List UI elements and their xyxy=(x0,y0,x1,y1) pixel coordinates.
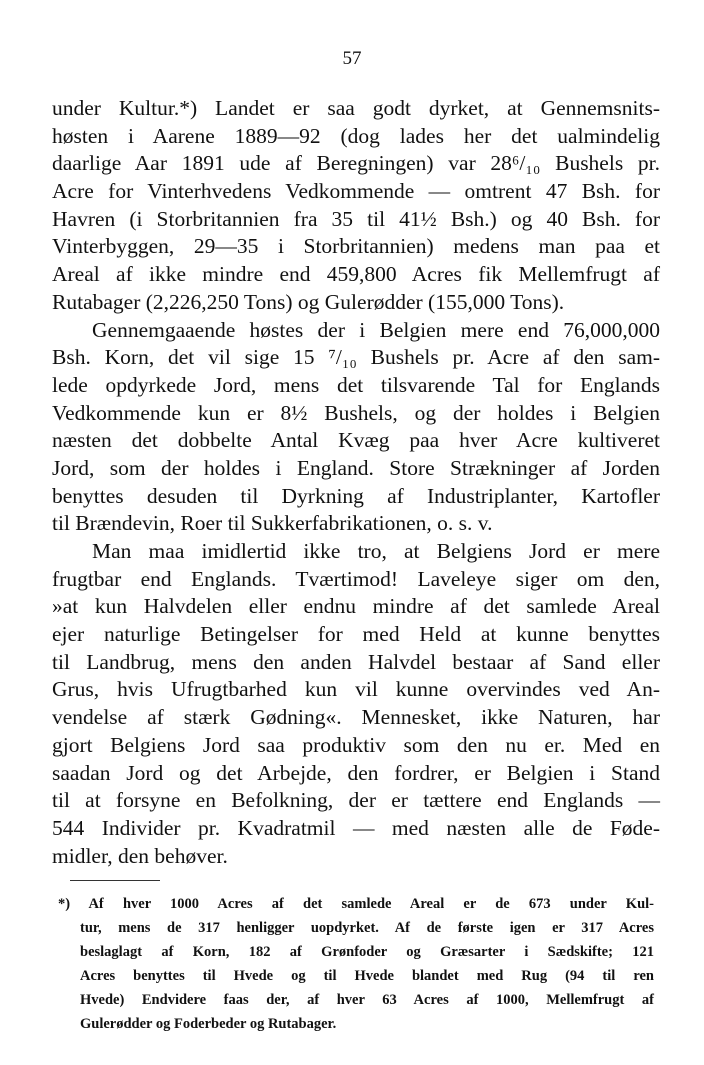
text-line: 544 Individer pr. Kvadratmil — med næsten alle de Føde- xyxy=(52,815,660,840)
text-line: benyttes desuden til Dyrkning af Industriplanter, Kartofler xyxy=(52,483,660,508)
text-line: til at forsyne en Befolkning, der er tættere end Englands — xyxy=(52,788,660,813)
page-number: 57 xyxy=(342,48,362,69)
text-line: høsten i Aarene 1889—92 (dog lades her det ualmindelig xyxy=(52,123,660,148)
text-line: næsten det dobbelte Antal Kvæg paa hver Acre kultiveret xyxy=(52,428,660,453)
footnote-line: Hvede) Endvidere faas der, af hver 63 Acres af 1000, Mellemfrugt af xyxy=(80,992,654,1008)
text-line: til Landbrug, mens den anden Halvdel bestaar af Sand eller xyxy=(52,649,660,674)
text-line: Bsh. Korn, det vil sige 15 ⁷/₁₀ Bushels pr. Acre af den sam- xyxy=(52,345,660,370)
text-line: »at kun Halvdelen eller endnu mindre af det samlede Areal xyxy=(52,594,660,619)
text-line: til Brændevin, Roer til Sukkerfabrikationen, o. s. v. xyxy=(52,511,493,536)
text-line: Rutabager (2,226,250 Tons) og Gulerødder (155,000 Tons). xyxy=(52,289,565,314)
text-line: Vedkommende kun er 8½ Bushels, og der holdes i Belgien xyxy=(52,400,660,425)
text-line: frugtbar end Englands. Tværtimod! Laveleye siger om den, xyxy=(52,566,660,591)
text-line: Havren (i Storbritannien fra 35 til 41½ Bsh.) og 40 Bsh. for xyxy=(52,206,660,231)
text-line: under Kultur.*) Landet er saa godt dyrket, at Gennemsnits- xyxy=(52,96,660,120)
text-line: Grus, hvis Ufrugtbarhed kun vil kunne overvindes ved An- xyxy=(52,677,660,702)
text-line: Gennemgaaende høstes der i Belgien mere end 76,000,000 xyxy=(92,317,660,342)
main-text xyxy=(52,95,660,870)
text-line: gjort Belgiens Jord saa produktiv som den nu er. Med en xyxy=(52,732,660,757)
text-line: Acre for Vinterhvedens Vedkommende — omtrent 47 Bsh. for xyxy=(52,179,660,204)
text-line: Vinterbyggen, 29—35 i Storbritannien) medens man paa et xyxy=(52,234,660,259)
footnote-line: Acres benyttes til Hvede og til Hvede blandet med Rug (94 til ren xyxy=(80,968,654,984)
text-line: Areal af ikke mindre end 459,800 Acres fik Mellemfrugt af xyxy=(52,262,660,287)
footnote xyxy=(58,892,654,1036)
footnote-divider xyxy=(70,880,160,881)
text-line: midler, den behøver. xyxy=(52,843,228,868)
footnote-line: tur, mens de 317 henligger uopdyrket. Af de første igen er 317 Acres xyxy=(80,920,654,936)
text-line: ejer naturlige Betingelser for med Held at kunne benyttes xyxy=(52,622,660,647)
footnote-line: Gulerødder og Foderbeder og Rutabager. xyxy=(80,1016,337,1032)
text-line: saadan Jord og det Arbejde, den fordrer, er Belgien i Stand xyxy=(52,760,660,785)
text-line: daarlige Aar 1891 ude af Beregningen) var 28⁶/₁₀ Bushels pr. xyxy=(52,151,660,176)
text-line: Jord, som der holdes i England. Store Strækninger af Jorden xyxy=(52,455,660,480)
text-line: vendelse af stærk Gødning«. Mennesket, ikke Naturen, har xyxy=(52,705,660,730)
text-line: lede opdyrkede Jord, mens det tilsvarende Tal for Englands xyxy=(52,372,660,397)
footnote-line: beslaglagt af Korn, 182 af Grønfoder og Græsarter i Sædskifte; 121 xyxy=(80,944,654,960)
text-line: Man maa imidlertid ikke tro, at Belgiens Jord er mere xyxy=(92,539,660,563)
footnote-line: *) Af hver 1000 Acres af det samlede Areal er de 673 under Kul- xyxy=(58,896,654,912)
